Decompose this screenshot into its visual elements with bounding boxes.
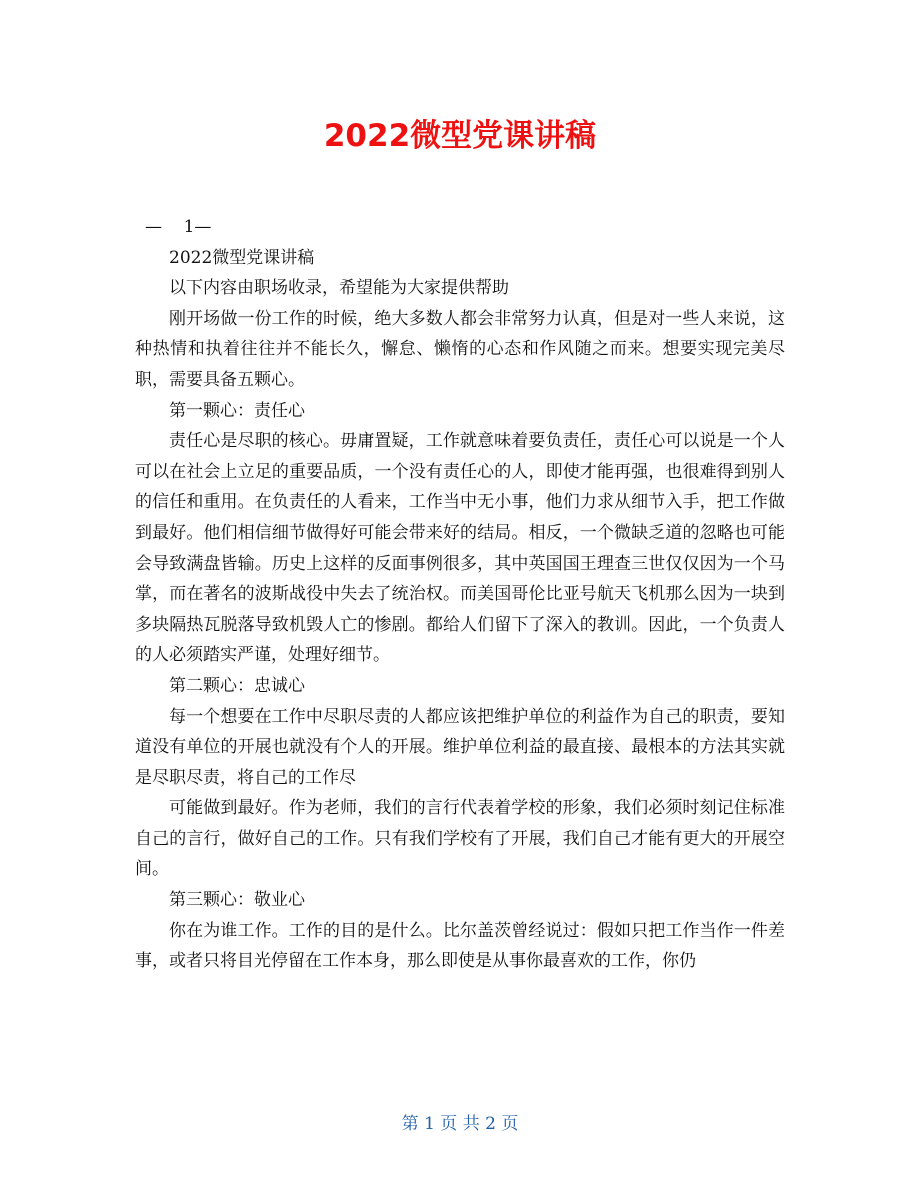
paragraph: 2022微型党课讲稿 (169, 247, 315, 268)
paragraph: 刚开场做一份工作的时候，绝大多数人都会非常努力认真，但是对一些人来说，这种热情和执着往往并不能长久，懈怠、懒惰的心态和作风随之而来。想要实现完美尽职，需要具备五颗心。 (135, 308, 785, 390)
document-body (135, 212, 785, 977)
page-footer: 第 1 页 共 2 页 (401, 1114, 519, 1134)
paragraph: 责任心是尽职的核心。毋庸置疑，工作就意味着要负责任，责任心可以说是一个人可以在社会上立足的重要品质，一个没有责任心的人，即使才能再强，也很难得到别人的信任和重用。在负责任的人看来，工作当中无小事，他们力求从细节入手，把工作做到最好。他们相信细节做得好可能会带来好的结局。相反，一个微缺乏道的忽略也可能会导致满盘皆输。历史上这样的反面事例很多，其中英国国王理查三世仅仅因为一个马掌，而在著名的波斯战役中失去了统治权。而美国哥伦比亚号航天飞机那么因为一块到多块隔热瓦脱落导致机毁人亡的惨剧。都给人们留下了深入的教训。因此，一个负责人的人必须踏实严谨，处理好细节。 (135, 431, 785, 666)
paragraph: 可能做到最好。作为老师，我们的言行代表着学校的形象，我们必须时刻记住标准自己的言行，做好自己的工作。只有我们学校有了开展，我们自己才能有更大的开展空间。 (135, 798, 785, 880)
document-title: 2022微型党课讲稿 (323, 118, 597, 154)
paragraph: 你在为谁工作。工作的目的是什么。比尔盖茨曾经说过：假如只把工作当作一件差事，或者只将目光停留在工作本身，那么即使是从事你最喜欢的工作，你仍 (135, 920, 785, 972)
paragraph: 以下内容由职场收录，希望能为大家提供帮助 (169, 278, 509, 299)
section-heading: 第一颗心：责任心 (169, 400, 305, 421)
page-marker: — 1— (145, 217, 212, 237)
paragraph: 每一个想要在工作中尽职尽责的人都应该把维护单位的利益作为自己的职责，要知道没有单位的开展也就没有个人的开展。维护单位利益的最直接、最根本的方法其实就是尽职尽责，将自己的工作尽 (135, 706, 785, 788)
section-heading: 第三颗心：敬业心 (169, 890, 305, 911)
section-heading: 第二颗心：忠诚心 (169, 675, 305, 696)
